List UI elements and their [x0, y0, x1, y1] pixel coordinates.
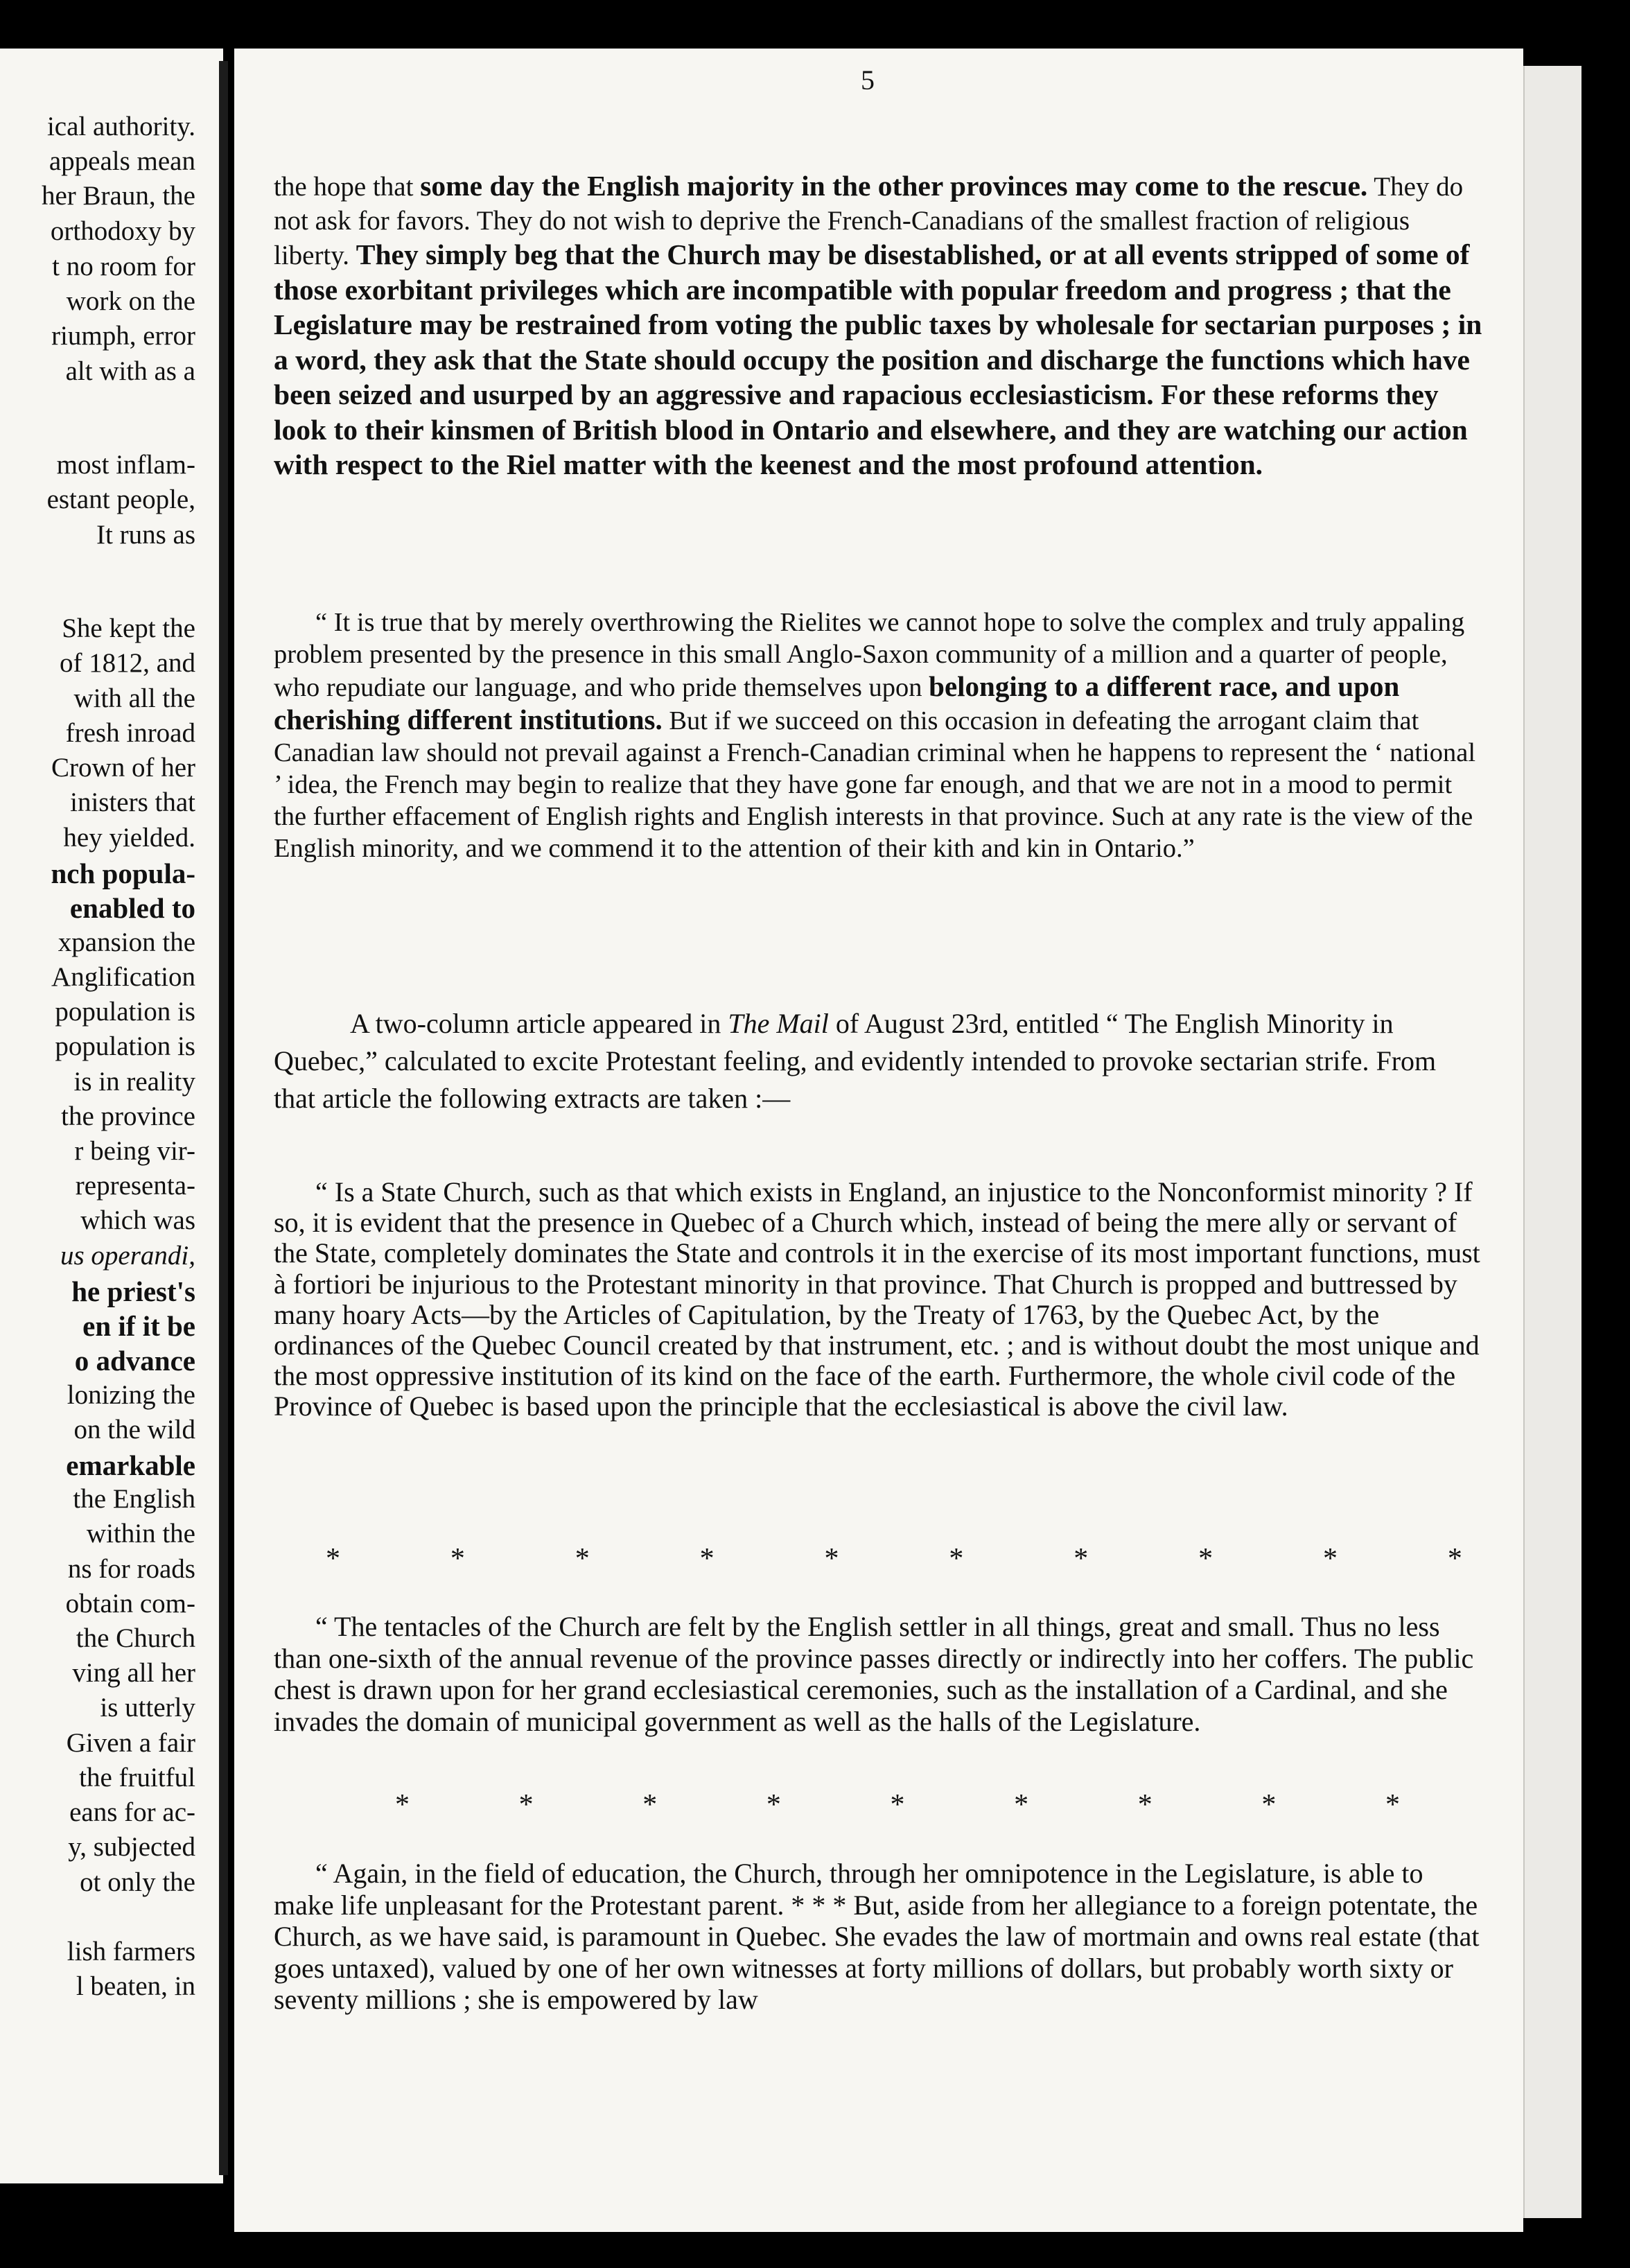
asterisk: * [450, 1543, 465, 1575]
asterisk: * [1261, 1789, 1277, 1821]
left-column-line: of 1812, and [59, 648, 195, 678]
left-column-line: inisters that [70, 787, 195, 817]
left-column-line: is utterly [100, 1693, 195, 1722]
asterisk: * [766, 1789, 781, 1821]
asterisk: * [642, 1789, 658, 1821]
paragraph-english-majority [274, 169, 1483, 483]
left-column-line: obtain com- [65, 1589, 195, 1619]
left-column-line: lonizing the [67, 1380, 195, 1410]
asterisk: * [1073, 1543, 1089, 1575]
left-column-line: the English [73, 1484, 195, 1514]
left-column-line: population is [55, 1031, 195, 1061]
left-column-line: Crown of her [51, 753, 195, 783]
paragraph-mail-article [274, 1005, 1483, 1117]
left-column-line: en if it be [82, 1310, 195, 1342]
left-column-line: emarkable [66, 1449, 195, 1481]
newspaper-title: The Mail [728, 1008, 829, 1039]
text-run: A two-column article appeared in [350, 1008, 728, 1039]
left-column-line: the province [61, 1101, 195, 1131]
left-column-line: ns for roads [67, 1554, 195, 1584]
text-run: They do not ask for favors. They do not wish to deprive the French-Canadians of the smallest fraction of religious liberty. [274, 172, 1464, 270]
left-column-line: She kept the [62, 613, 195, 643]
asterisk: * [1014, 1789, 1029, 1821]
paragraph-state-church-quote [274, 1177, 1483, 1422]
asterisk: * [518, 1789, 534, 1821]
left-column-line: estant people, [46, 485, 195, 514]
left-column-line: which was [80, 1205, 195, 1235]
next-page-edge [1523, 66, 1581, 2218]
left-page [0, 49, 223, 2183]
asterisk: * [1198, 1543, 1213, 1575]
text-run: of August 23rd, entitled “ The English Minority in Quebec,” calculated to excite Protestant feeling, and evidently intended to provoke sectarian strife. From that article the following extracts are taken :— [274, 1008, 1437, 1114]
paragraph-education-quote [274, 1858, 1483, 2016]
left-column-line: Anglification [51, 962, 195, 992]
left-column-line: nch popula- [51, 857, 195, 889]
left-column-line: y, subjected [68, 1832, 195, 1862]
left-column-line: he priest's [71, 1275, 195, 1307]
left-column-line: xpansion the [58, 927, 195, 957]
left-column-line: the Church [76, 1623, 195, 1653]
text-run: the hope that [274, 172, 421, 202]
left-column-line: within the [86, 1519, 195, 1549]
asterisk: * [890, 1789, 905, 1821]
left-column-line: representa- [75, 1171, 195, 1201]
left-column-fragment [0, 49, 220, 2183]
asterisk: * [1447, 1543, 1462, 1575]
left-column-line: r being vir- [74, 1136, 195, 1166]
asterism-row-2 [395, 1788, 1400, 1822]
paragraph-rielites-quote [274, 607, 1483, 864]
left-column-line: ical authority. [46, 112, 195, 141]
paragraph-tentacles-quote [274, 1611, 1483, 1737]
left-column-line: population is [55, 997, 195, 1027]
left-column-line: t no room for [52, 252, 195, 281]
text-run: “ It is true that by merely overthrowing the Rielites we cannot hope to solve the complex and truly appaling problem presented by the presence in this small Anglo-Saxon community of a million and a quarter of people, who repudiate our language, and who pride themselves upon [274, 607, 1465, 702]
left-column-line: work on the [66, 286, 195, 316]
left-column-line: most inflam- [56, 450, 195, 480]
gutter-rule [219, 61, 228, 2175]
text-run: “ The tentacles of the Church are felt by the English settler in all things, great and small. Thus no less than one-sixth of the annual revenue of the province passes directly or indirectly into her coffers. The public chest is drawn upon for her grand ecclesiastical ceremonies, such as the installation of a Cardinal, and she invades the domain of municipal government as well as the halls of the Legislature. [274, 1611, 1474, 1737]
asterisk: * [1137, 1789, 1153, 1821]
page-number: 5 [861, 64, 875, 96]
asterisk: * [699, 1543, 715, 1575]
left-column-line: enabled to [69, 892, 195, 924]
bold-run: They simply beg that the Church may be disestablished, or at all events stripped of some of those exorbitant privileges which are incompatible with popular freedom and progress ; that the Legislature may be restrained from voting the public taxes by wholesale for sectarian purposes ; in a word, they ask that the State should occupy the position and discharge the functions which have been seized and usurped by an aggressive and rapacious ecclesiasticism. For these reforms they look to their kinsmen of British blood in Ontario and elsewhere, and they are watching our action with respect to the Riel matter with the keenest and the most profound attention. [274, 238, 1482, 480]
left-column-line: eans for ac- [69, 1797, 195, 1827]
bold-run: belonging to a different race, and upon cherishing different institutions. [274, 670, 1400, 735]
left-column-line: her Braun, the [41, 181, 195, 211]
left-column-line: us operandi, [60, 1241, 195, 1271]
asterisk: * [575, 1543, 590, 1575]
asterisk: * [326, 1543, 340, 1575]
left-column-line: with all the [73, 683, 195, 713]
left-column-line: lish farmers [67, 1937, 195, 1966]
asterisk: * [824, 1543, 839, 1575]
left-column-line: the fruitful [79, 1763, 195, 1792]
text-run: But if we succeed on this occasion in defeating the arrogant claim that Canadian law should not prevail against a French-Canadian criminal when he happens to represent the ‘ national ’ idea, the French may begin to realize that they have gone far enough, and that we are not in a mood to permit the further effacement of English rights and English interests in that province. Such at any rate is the view of the English minority, and we commend it to the attention of their kith and kin in Ontario.” [274, 706, 1476, 863]
asterisk: * [949, 1543, 964, 1575]
left-column-line: is in reality [73, 1067, 195, 1097]
left-column-line: Given a fair [66, 1728, 195, 1758]
left-column-line: hey yielded. [63, 823, 195, 853]
left-column-line: ot only the [80, 1867, 195, 1897]
left-column-line: ving all her [72, 1658, 195, 1688]
asterism-row-1 [326, 1542, 1462, 1576]
asterisk: * [1323, 1543, 1338, 1575]
bold-run: some day the English majority in the other provinces may come to the rescue. [420, 170, 1368, 202]
left-column-line: l beaten, in [76, 1971, 195, 2001]
left-column-line: fresh inroad [65, 718, 195, 748]
text-run: “ Again, in the field of education, the Church, through her omnipotence in the Legislature, is able to make life unpleasant for the Protestant parent. * * * But, aside from her allegiance to a foreign potentate, the Church, as we have said, is paramount in Quebec. She evades the law of mortmain and owns real estate (that goes untaxed), valued by one of her own witnesses at forty millions of dollars, but probably worth sixty or seventy millions ; she is empowered by law [274, 1858, 1480, 2015]
left-column-line: orthodoxy by [50, 216, 195, 246]
left-column-line: It runs as [96, 520, 195, 550]
left-column-line: on the wild [73, 1415, 195, 1445]
left-column-line: riumph, error [51, 321, 195, 351]
asterisk: * [1385, 1789, 1400, 1821]
left-column-line: o advance [74, 1345, 195, 1377]
text-run: “ Is a State Church, such as that which exists in England, an injustice to the Nonconformist minority ? If so, it is evident that the presence in Quebec of a Church which, instead of being the mere ally or servant of the State, completely dominates the State and controls it in the exercise of its most important functions, must à fortiori be injurious to the Protestant minority in that province. That Church is propped and buttressed by many hoary Acts—by the Articles of Capitulation, by the Treaty of 1763, by the Quebec Act, by the ordinances of the Quebec Council created by that instrument, etc. ; and is without doubt the most unique and the most oppressive institution of its kind on the face of the earth. Furthermore, the whole civil code of the Province of Quebec is based upon the principle that the ecclesiastical is above the civil law. [274, 1176, 1480, 1422]
left-column-line: alt with as a [65, 356, 195, 386]
asterisk: * [395, 1789, 410, 1821]
left-column-line: appeals mean [49, 146, 195, 176]
